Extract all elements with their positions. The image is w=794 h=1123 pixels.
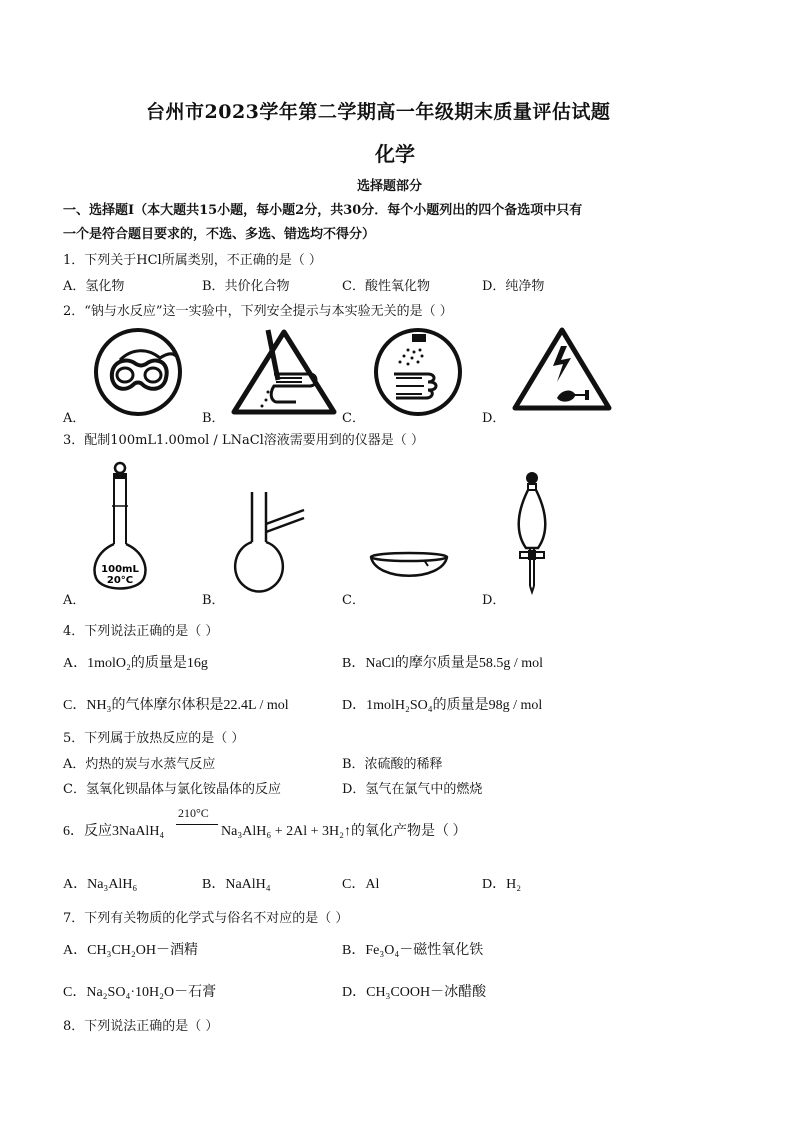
evaporating-dish-icon: [366, 548, 452, 588]
question-3-option-d[interactable]: D．: [482, 593, 506, 608]
question-5-stem: 5．下列属于放热反应的是（ ）: [63, 731, 245, 746]
separatory-funnel-icon: [508, 470, 556, 596]
goggles-icon: [92, 326, 184, 418]
question-4-option-d[interactable]: D．1molH₂SO₄的质量是98g / mol: [342, 698, 543, 713]
question-4-option-a[interactable]: A．1molO₂的质量是16g: [63, 656, 208, 671]
reaction-condition: 210°C: [178, 806, 209, 820]
question-3-stem: 3．配制100mL1.00mol / LNaCl溶液需要用到的仪器是（ ）: [63, 433, 424, 448]
question-2-option-a[interactable]: A．: [63, 411, 86, 426]
question-5-option-a[interactable]: A．灼热的炭与水蒸气反应: [63, 757, 216, 772]
question-4-option-b[interactable]: B．NaCl的摩尔质量是58.5g / mol: [342, 656, 544, 671]
question-5-option-b[interactable]: B．浓硫酸的稀释: [342, 757, 443, 772]
distilling-flask-icon: [228, 488, 310, 598]
question-1-option-d[interactable]: D．纯净物: [482, 279, 545, 294]
question-6-option-a[interactable]: A．Na₃AlH₆: [63, 877, 138, 892]
corrosive-icon: [230, 326, 338, 418]
question-2-option-c[interactable]: C．: [342, 411, 365, 426]
question-6-products: Na₃AlH₆ + 2Al + 3H₂↑的氧化产物是（ ）: [221, 824, 467, 839]
section-heading-line2: 一个是符合题目要求的，不选、多选、错选均不得分）: [63, 227, 376, 242]
question-7-stem: 7．下列有关物质的化学式与俗名不对应的是（ ）: [63, 911, 349, 926]
hand-wash-icon: [372, 326, 464, 418]
question-2-stem: 2．“钠与水反应”这一实验中，下列安全提示与本实验无关的是（ ）: [63, 304, 453, 319]
question-6-option-d[interactable]: D．H₂: [482, 877, 522, 892]
electric-hazard-icon: [511, 326, 613, 412]
part-title: 选择题部分: [357, 179, 423, 194]
question-3-option-a[interactable]: A．: [63, 593, 86, 608]
reaction-arrow: [176, 824, 218, 825]
subject-title: 化学: [375, 142, 415, 166]
flask-volume-label: 100mL: [101, 564, 139, 575]
question-4-option-c[interactable]: C．NH₃的气体摩尔体积是22.4L / mol: [63, 698, 289, 713]
question-3-option-b[interactable]: B．: [202, 593, 225, 608]
question-2-option-b[interactable]: B．: [202, 411, 225, 426]
question-5-option-c[interactable]: C．氢氧化钡晶体与氯化铵晶体的反应: [63, 782, 281, 797]
question-6-option-b[interactable]: B．NaAlH₄: [202, 877, 271, 892]
question-1-stem: 1．下列关于HCl所属类别，不正确的是（ ）: [63, 253, 322, 268]
question-1-option-a[interactable]: A．氢化物: [63, 279, 125, 294]
question-5-option-d[interactable]: D．氢气在氯气中的燃烧: [342, 782, 483, 797]
question-7-option-b[interactable]: B．Fe₃O₄－磁性氧化铁: [342, 943, 484, 958]
volumetric-flask-icon: [88, 460, 152, 596]
question-7-option-a[interactable]: A．CH₃CH₂OH－酒精: [63, 943, 198, 958]
section-heading-line1: 一、选择题Ⅰ（本大题共15小题，每小题2分，共30分．每个小题列出的四个备选项中只有: [63, 203, 583, 218]
question-6-option-c[interactable]: C．Al: [342, 877, 380, 892]
question-8-stem: 8．下列说法正确的是（ ）: [63, 1019, 219, 1034]
exam-title: 台州市2023学年第二学期高一年级期末质量评估试题: [146, 101, 611, 123]
question-1-option-b[interactable]: B．共价化合物: [202, 279, 290, 294]
question-3-option-c[interactable]: C．: [342, 593, 365, 608]
question-7-option-c[interactable]: C．Na₂SO₄·10H₂O－石膏: [63, 985, 217, 1000]
question-1-option-c[interactable]: C．酸性氧化物: [342, 279, 430, 294]
question-2-option-d[interactable]: D．: [482, 411, 506, 426]
question-6-prefix: 6．反应3NaAlH₄: [63, 824, 165, 839]
question-7-option-d[interactable]: D．CH₃COOH－冰醋酸: [342, 985, 487, 1000]
flask-temp-label: 20°C: [106, 575, 134, 586]
question-4-stem: 4．下列说法正确的是（ ）: [63, 624, 219, 639]
